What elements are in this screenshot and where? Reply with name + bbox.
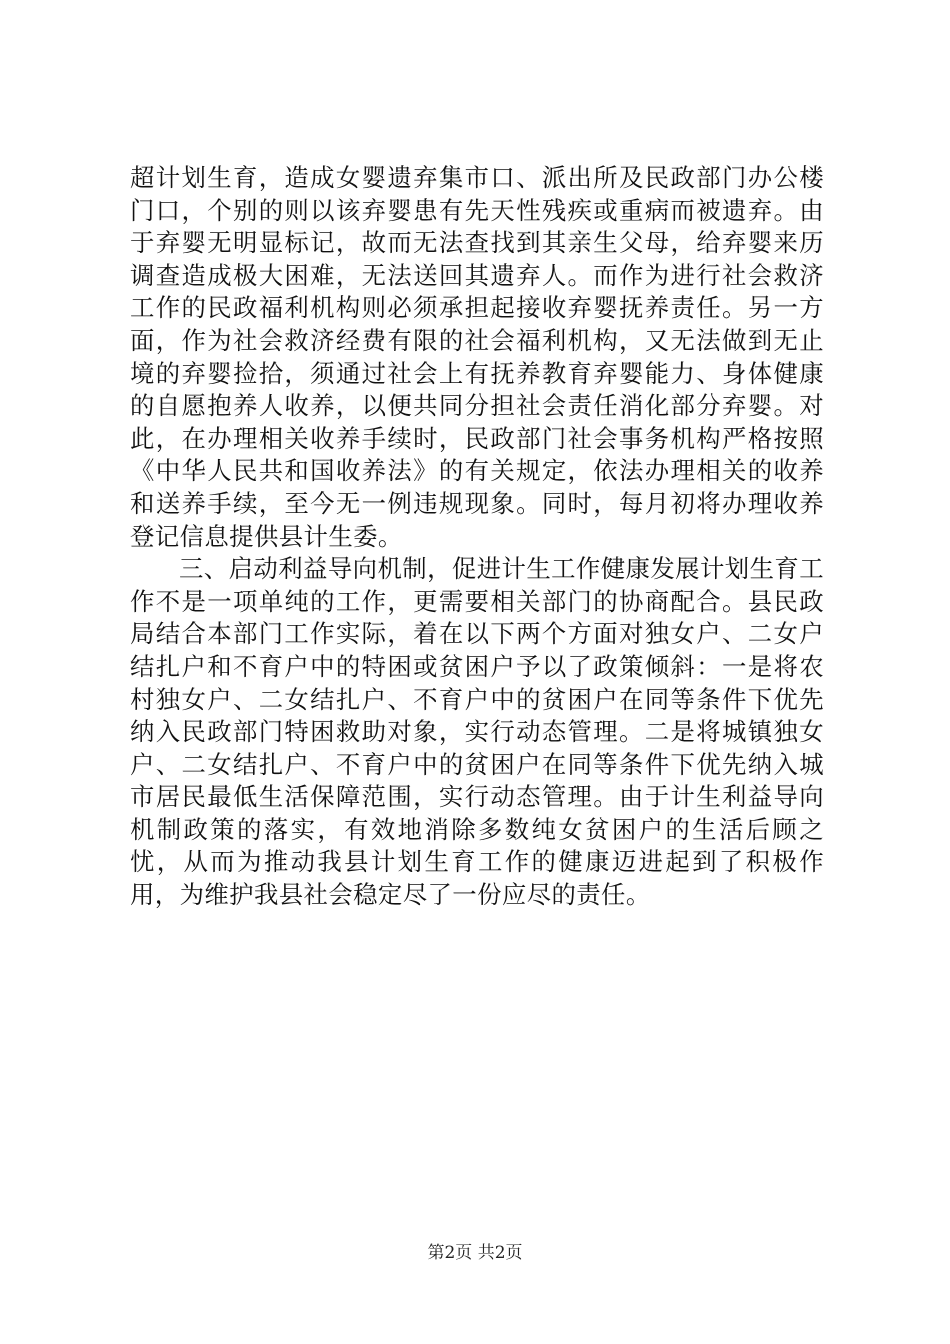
page-number-footer: 第2页 共2页 <box>427 1243 523 1263</box>
document-body <box>130 162 824 912</box>
paragraph-section-three: 三、启动利益导向机制，促进计生工作健康发展计划生育工作不是一项单纯的工作，更需要相关部门的协商配合。县民政局结合本部门工作实际，着在以下两个方面对独女户、二女户结扎户和不育户中的特困或贫困户予以了政策倾斜：一是将农村独女户、二女结扎户、不育户中的贫困户在同等条件下优先纳入民政部门特困救助对象，实行动态管理。二是将城镇独女户、二女结扎户、不育户中的贫困户在同等条件下优先纳入城市居民最低生活保障范围，实行动态管理。由于计生利益导向机制政策的落实，有效地消除多数纯女贫困户的生活后顾之忧，从而为推动我县计划生育工作的健康迈进起到了积极作用，为维护我县社会稳定尽了一份应尽的责任。 <box>130 554 824 910</box>
paragraph-continued: 超计划生育，造成女婴遗弃集市口、派出所及民政部门办公楼门口，个别的则以该弃婴患有先天性残疾或重病而被遗弃。由于弃婴无明显标记，故而无法查找到其亲生父母，给弃婴来历调查造成极大困难，无法送回其遗弃人。而作为进行社会救济工作的民政福利机构则必须承担起接收弃婴抚养责任。另一方面，作为社会救济经费有限的社会福利机构，又无法做到无止境的弃婴捡拾，须通过社会上有抚养教育弃婴能力、身体健康的自愿抱养人收养，以便共同分担社会责任消化部分弃婴。对此，在办理相关收养手续时，民政部门社会事务机构严格按照《中华人民共和国收养法》的有关规定，依法办理相关的收养和送养手续，至今无一例违规现象。同时，每月初将办理收养登记信息提供县计生委。 <box>130 163 824 551</box>
